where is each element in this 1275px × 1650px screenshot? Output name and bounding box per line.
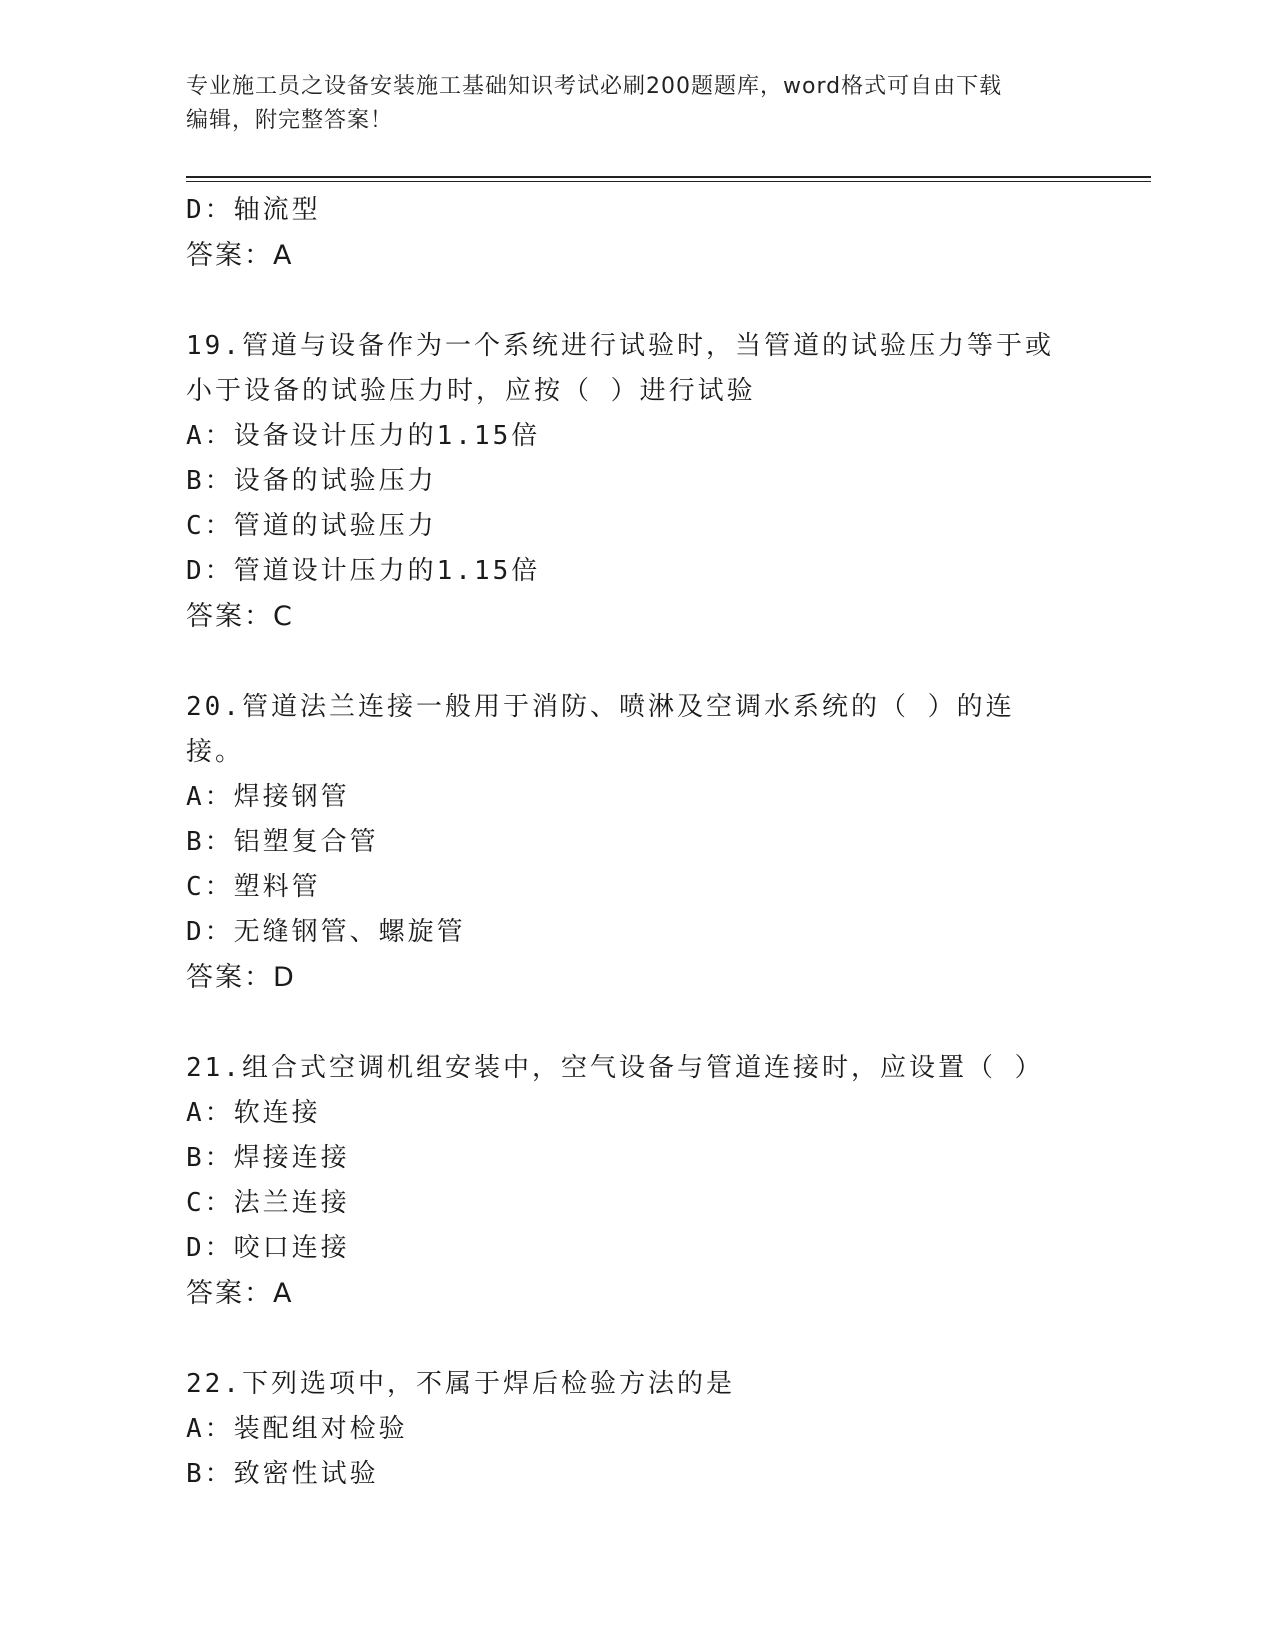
question-20	[186, 685, 1126, 1000]
option-b: B：致密性试验	[186, 1459, 379, 1489]
option-d: D：无缝钢管、螺旋管	[186, 917, 466, 947]
option-d: D：咬口连接	[186, 1233, 350, 1263]
document-header	[186, 70, 1066, 138]
header-divider-thick	[186, 176, 1151, 178]
option-c: C：塑料管	[186, 872, 321, 902]
option-b: B：设备的试验压力	[186, 466, 437, 496]
answer-line: 答案：A	[186, 1278, 294, 1309]
option-d: D：轴流型	[186, 195, 321, 225]
question-text: 19.管道与设备作为一个系统进行试验时，当管道的试验压力等于或小于设备的试验压力时，应按（ ）进行试验	[186, 331, 1054, 406]
option-a: A：装配组对检验	[186, 1414, 408, 1444]
header-title-line-1: 专业施工员之设备安装施工基础知识考试必刷200题题库，word格式可自由下载	[186, 74, 1003, 99]
question-text: 21.组合式空调机组安装中，空气设备与管道连接时，应设置（ ）	[186, 1053, 1044, 1083]
question-22	[186, 1362, 1126, 1497]
option-d: D：管道设计压力的1.15倍	[186, 556, 541, 586]
header-divider-thin	[186, 181, 1151, 182]
option-b: B：焊接连接	[186, 1143, 350, 1173]
question-19	[186, 324, 1126, 639]
option-c: C：管道的试验压力	[186, 511, 437, 541]
answer-line: 答案：A	[186, 240, 294, 271]
option-a: A：软连接	[186, 1098, 321, 1128]
question-21	[186, 1046, 1126, 1316]
question-text: 22.下列选项中，不属于焊后检验方法的是	[186, 1369, 735, 1399]
question-list	[186, 188, 1126, 1497]
option-a: A：焊接钢管	[186, 782, 350, 812]
answer-line: 答案：C	[186, 601, 294, 632]
option-c: C：法兰连接	[186, 1188, 350, 1218]
question-text: 20.管道法兰连接一般用于消防、喷淋及空调水系统的（ ）的连接。	[186, 692, 1015, 767]
header-title-line-2: 编辑，附完整答案！	[186, 108, 394, 133]
answer-line: 答案：D	[186, 962, 296, 993]
option-a: A：设备设计压力的1.15倍	[186, 421, 541, 451]
question-18-tail	[186, 188, 1126, 278]
option-b: B：铝塑复合管	[186, 827, 379, 857]
